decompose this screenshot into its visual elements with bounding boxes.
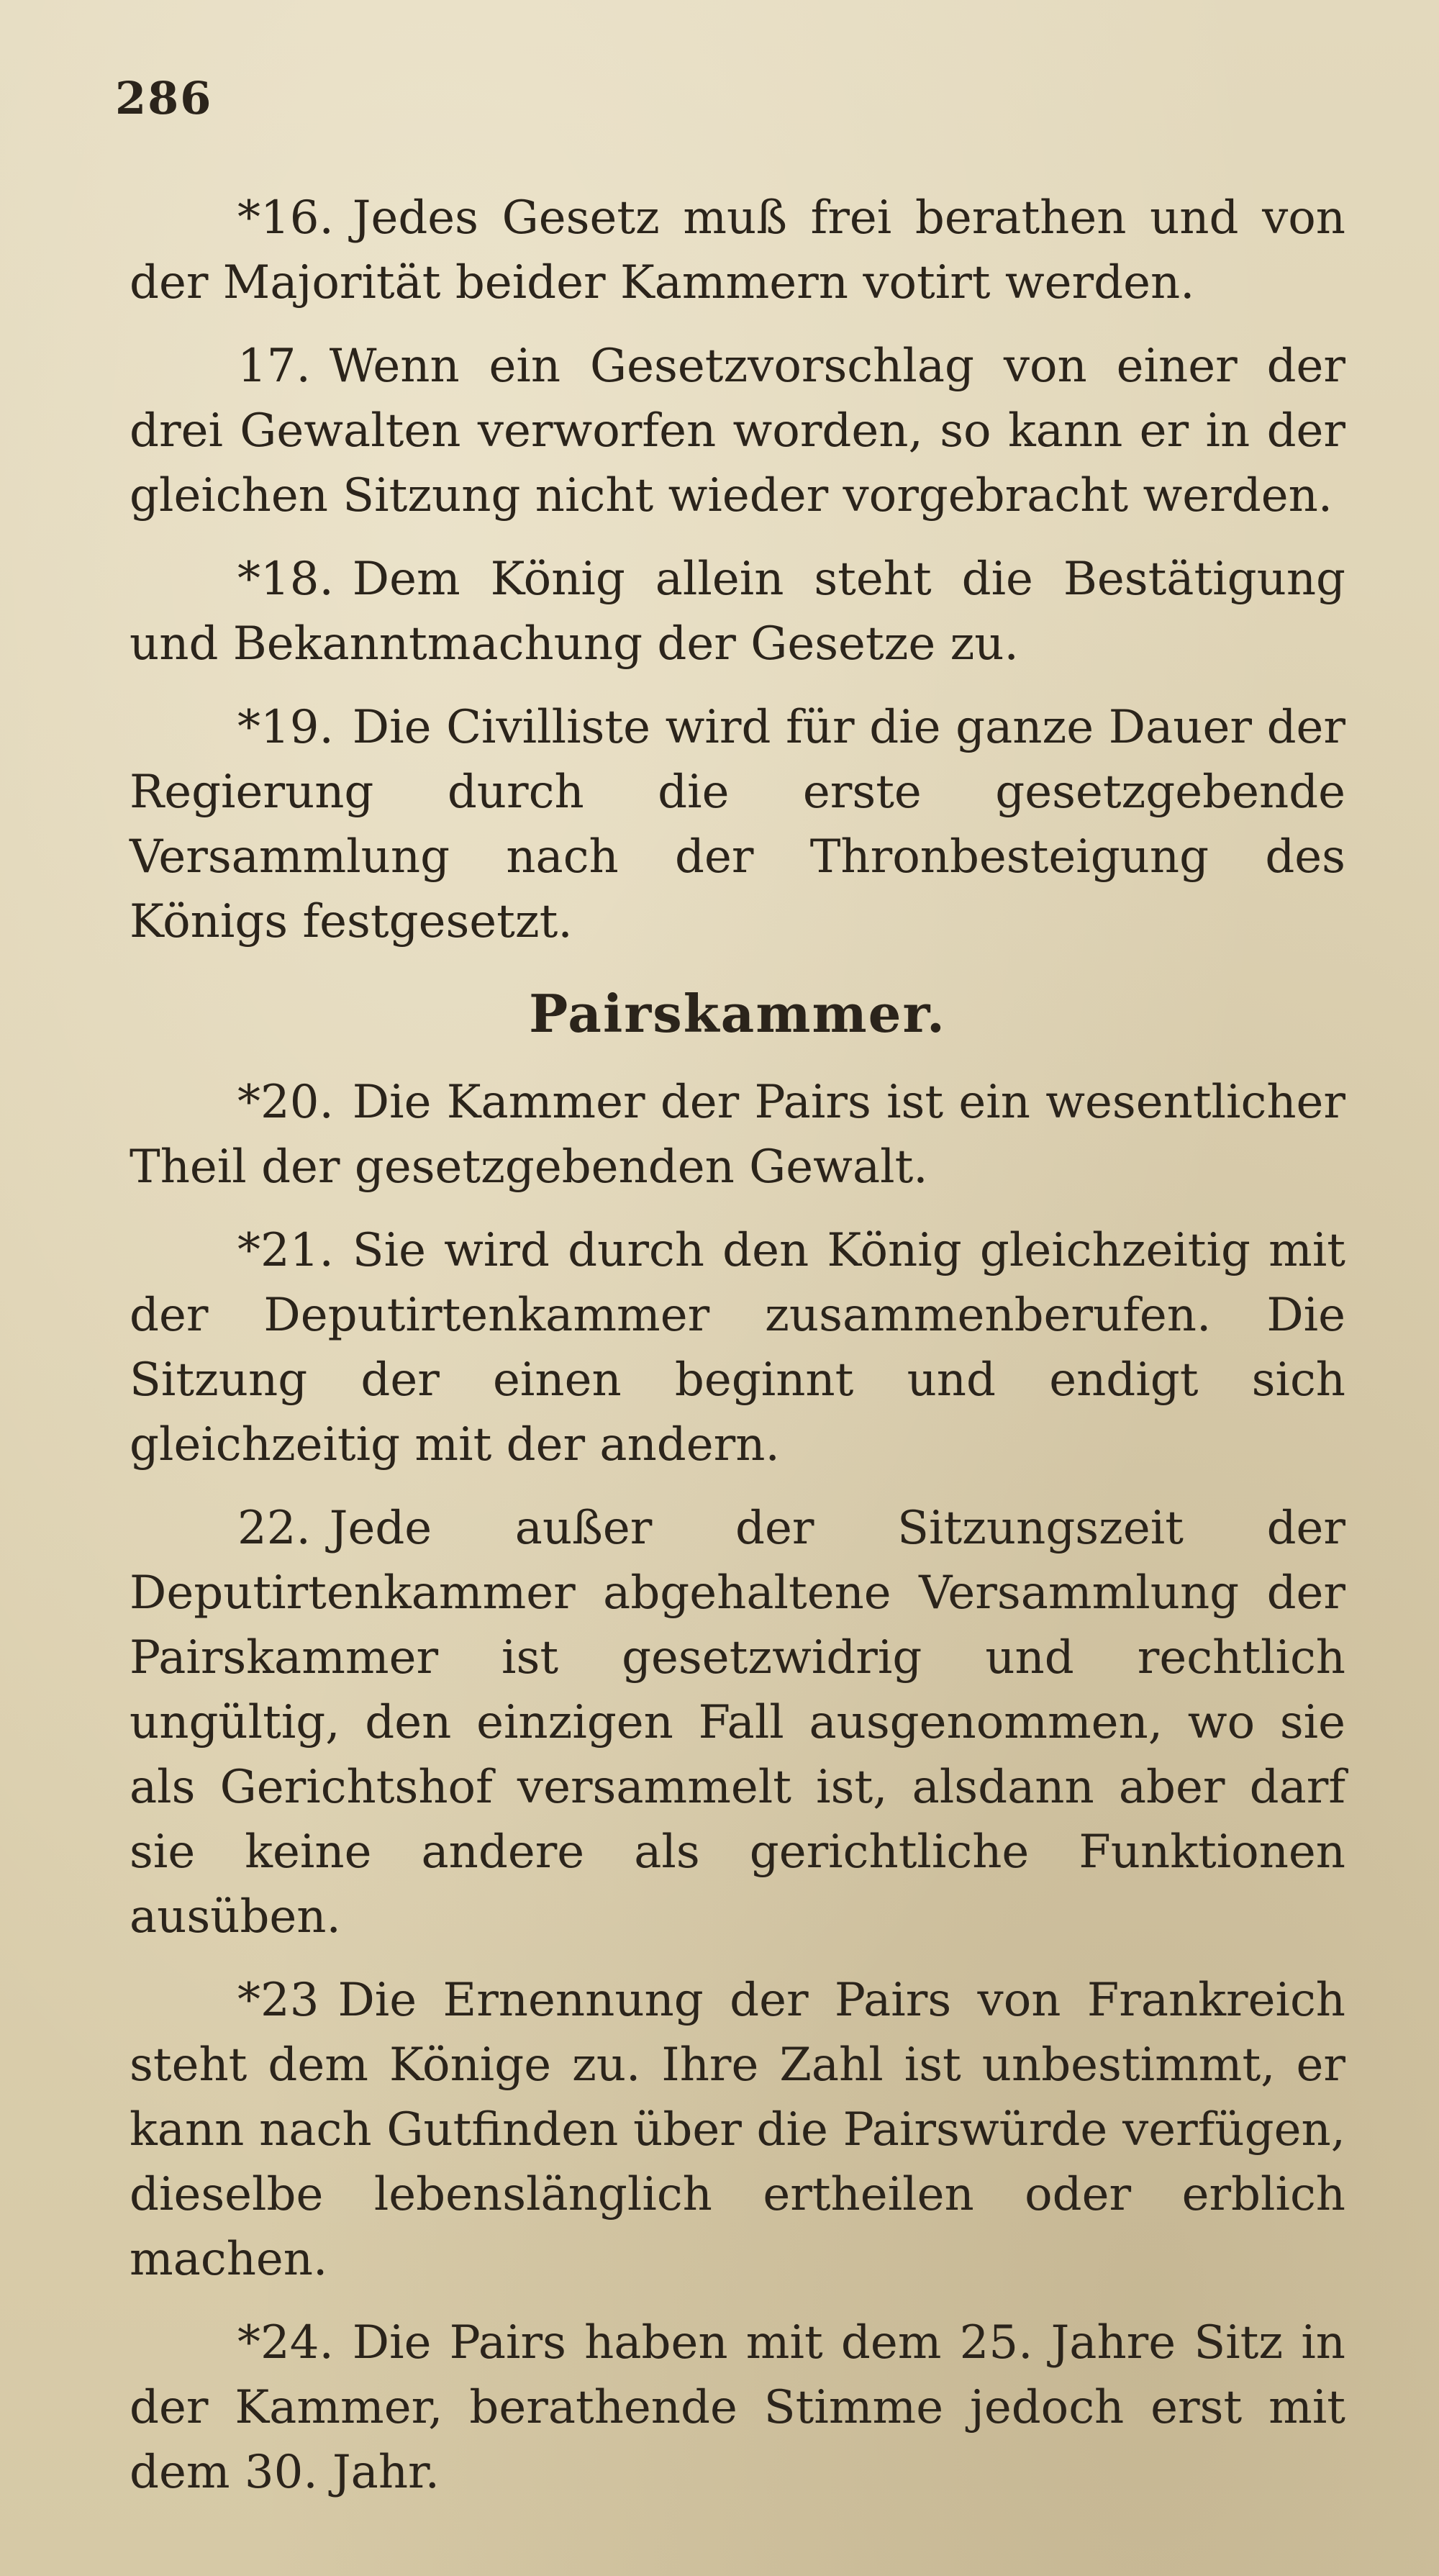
- paragraph-text: Die Pairs haben mit dem 25. Jahre Sitz in der Kammer, berathende Stimme jedoch erst mit dem 30. Jahr.: [130, 2316, 1345, 2499]
- paragraph-number: *16.: [237, 191, 334, 245]
- paragraph-17: [130, 334, 1345, 528]
- paragraph-24: [130, 2310, 1345, 2505]
- paragraph-number: *18.: [237, 553, 334, 606]
- paragraph-number: 17.: [237, 340, 311, 393]
- paragraph-18: [130, 547, 1345, 676]
- paragraph-number: 22.: [237, 1502, 311, 1555]
- paragraph-text: Die Ernennung der Pairs von Frankreich steht dem Könige zu. Ihre Zahl ist unbestimmt, er kann nach Gutfinden über die Pairswürde verfügen, dieselbe lebenslänglich ertheilen oder erblich machen.: [130, 1974, 1345, 2286]
- page-number: 286: [115, 72, 213, 124]
- paragraph-number: *21.: [237, 1224, 334, 1277]
- paragraph-number: *19.: [237, 701, 334, 754]
- paragraph-number: *24.: [237, 2316, 334, 2369]
- text-block: [130, 186, 1345, 2523]
- paragraph-23: [130, 1968, 1345, 2292]
- paragraph-21: [130, 1218, 1345, 1477]
- paragraph-text: Dem König allein steht die Bestätigung und Bekanntmachung der Gesetze zu.: [130, 553, 1345, 671]
- section-heading: Pairskammer.: [529, 983, 946, 1044]
- paragraph-number: *20.: [237, 1076, 334, 1129]
- paragraph-22: [130, 1496, 1345, 1949]
- paragraph-number: *23: [237, 1974, 319, 2027]
- paragraph-20: [130, 1070, 1345, 1199]
- paragraph-text: Jede außer der Sitzungszeit der Deputirtenkammer abgehaltene Versammlung der Pairskammer ist gesetzwidrig und rechtlich ungültig, den einzigen Fall ausgenommen, wo sie als Gerichtshof versammelt ist, alsdann aber darf sie keine andere als gerichtliche Funktionen ausüben.: [130, 1502, 1345, 1944]
- paragraph-19: [130, 695, 1345, 954]
- paragraph-text: Die Civilliste wird für die ganze Dauer der Regierung durch die erste gesetzgebende Versammlung nach der Thronbesteigung des Königs festgesetzt.: [130, 701, 1345, 948]
- paragraph-text: Wenn ein Gesetzvorschlag von einer der drei Gewalten verworfen worden, so kann er in der gleichen Sitzung nicht wieder vorgebracht werden.: [130, 340, 1345, 522]
- paragraph-16: [130, 186, 1345, 315]
- paragraph-text: Jedes Gesetz muß frei berathen und von der Majorität beider Kammern votirt werden.: [130, 191, 1345, 309]
- paragraph-text: Die Kammer der Pairs ist ein wesentlicher Theil der gesetzgebenden Gewalt.: [130, 1076, 1345, 1194]
- paragraph-text: Sie wird durch den König gleichzeitig mit der Deputirtenkammer zusammenberufen. Die Sitzung der einen beginnt und endigt sich gleichzeitig mit der andern.: [130, 1224, 1345, 1471]
